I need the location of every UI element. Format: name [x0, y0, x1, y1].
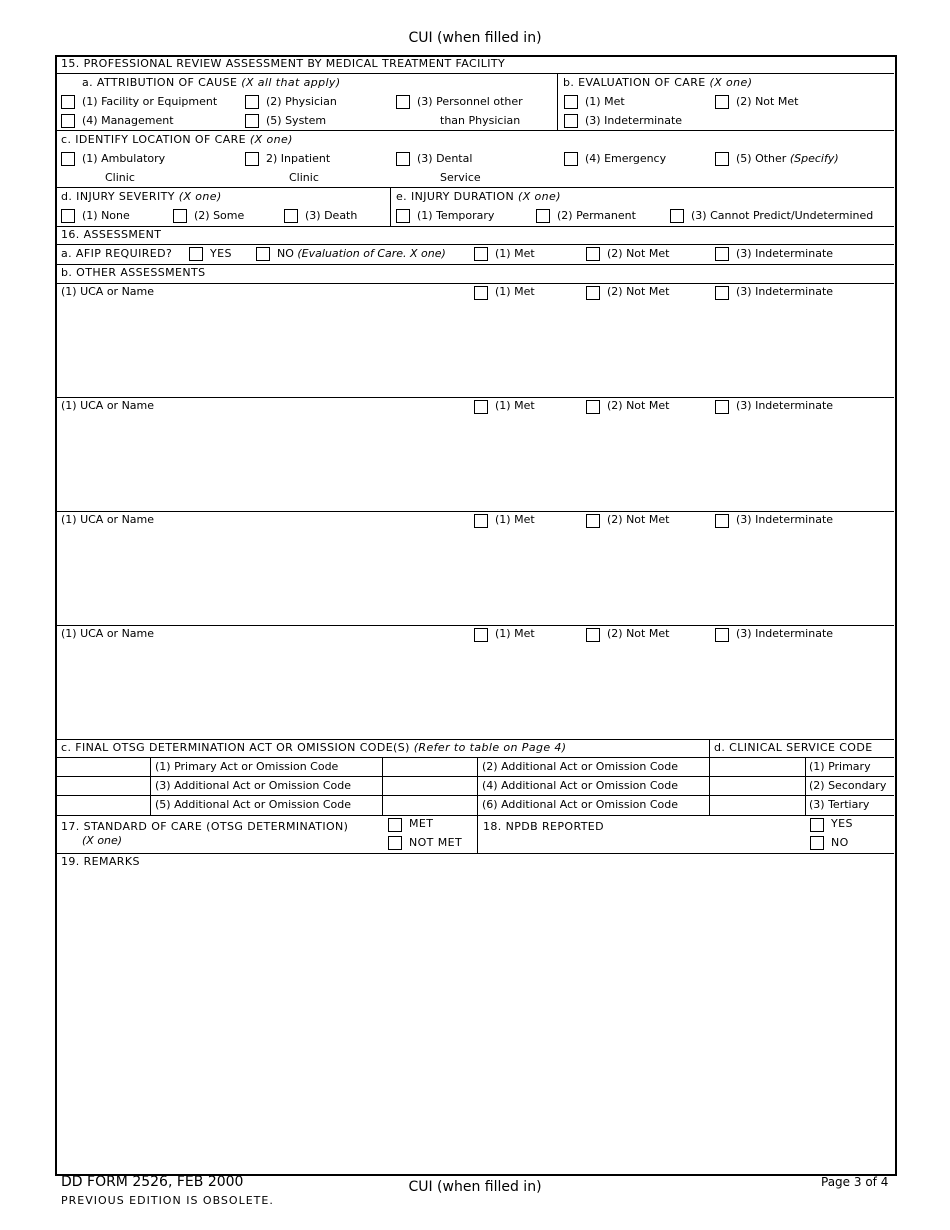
- uca-not-met-label: (2) Not Met: [607, 399, 670, 412]
- form-number: DD FORM 2526, FEB 2000: [61, 1174, 244, 1190]
- system-label: (5) System: [266, 114, 327, 127]
- other-assessments-label: b. OTHER ASSESSMENTS: [61, 266, 206, 279]
- injury-severity-label: d. INJURY SEVERITY (X one): [61, 190, 222, 203]
- uca-not-met-checkbox[interactable]: [586, 286, 600, 300]
- uca-not-met-label: (2) Not Met: [607, 285, 670, 298]
- uca-indeterminate-label: (3) Indeterminate: [736, 399, 834, 412]
- additional-code-5-input[interactable]: [57, 796, 150, 815]
- facility-equipment-checkbox[interactable]: [61, 95, 75, 109]
- dental-label: (3) Dental: [417, 152, 473, 165]
- service-code-label-tertiary: (3) Tertiary: [809, 798, 870, 811]
- cui-banner-bottom: CUI (when filled in): [408, 1179, 542, 1195]
- uca-not-met-checkbox[interactable]: [586, 628, 600, 642]
- afip-not-met-checkbox[interactable]: [586, 247, 600, 261]
- eval-indeterminate-label: (3) Indeterminate: [585, 114, 683, 127]
- npdb-no-checkbox[interactable]: [810, 836, 824, 850]
- code-label-1: (1) Primary Act or Omission Code: [155, 760, 339, 773]
- uca-name-label: (1) UCA or Name: [61, 627, 155, 640]
- inpatient-label: 2) Inpatient: [266, 152, 331, 165]
- uca-indeterminate-label: (3) Indeterminate: [736, 513, 834, 526]
- npdb-yes-label: YES: [831, 817, 853, 830]
- duration-undetermined-label: (3) Cannot Predict/Undetermined: [691, 209, 874, 222]
- physician-checkbox[interactable]: [245, 95, 259, 109]
- afip-yes-label: YES: [210, 247, 232, 260]
- severity-death-checkbox[interactable]: [284, 209, 298, 223]
- uca-not-met-label: (2) Not Met: [607, 627, 670, 640]
- code-label-2: (2) Additional Act or Omission Code: [482, 760, 679, 773]
- service-code-label-secondary: (2) Secondary: [809, 779, 887, 792]
- uca-met-checkbox[interactable]: [474, 400, 488, 414]
- duration-temporary-checkbox[interactable]: [396, 209, 410, 223]
- section-16-title: 16. ASSESSMENT: [61, 228, 162, 241]
- tertiary-service-code-input[interactable]: [710, 796, 805, 815]
- dental-checkbox[interactable]: [396, 152, 410, 166]
- uca-not-met-checkbox[interactable]: [586, 400, 600, 414]
- section-15-title: 15. PROFESSIONAL REVIEW ASSESSMENT BY MEDICAL TREATMENT FACILITY: [61, 57, 506, 70]
- uca-met-checkbox[interactable]: [474, 286, 488, 300]
- severity-some-label: (2) Some: [194, 209, 245, 222]
- uca-met-label: (1) Met: [495, 285, 535, 298]
- location-label: c. IDENTIFY LOCATION OF CARE (X one): [61, 133, 293, 146]
- standard-of-care-note: (X one): [82, 834, 123, 847]
- afip-met-label: (1) Met: [495, 247, 535, 260]
- code-label-3: (3) Additional Act or Omission Code: [155, 779, 352, 792]
- remarks-label: 19. REMARKS: [61, 855, 140, 868]
- duration-temporary-label: (1) Temporary: [417, 209, 495, 222]
- uca-indeterminate-label: (3) Indeterminate: [736, 627, 834, 640]
- physician-label: (2) Physician: [266, 95, 337, 108]
- severity-death-label: (3) Death: [305, 209, 358, 222]
- afip-required-label: a. AFIP REQUIRED?: [61, 247, 173, 260]
- npdb-yes-checkbox[interactable]: [810, 818, 824, 832]
- uca-name-label: (1) UCA or Name: [61, 285, 155, 298]
- personnel-other-label: (3) Personnel other: [417, 95, 523, 108]
- page-number: Page 3 of 4: [821, 1175, 889, 1189]
- facility-equipment-label: (1) Facility or Equipment: [82, 95, 218, 108]
- other-location-label: (5) Other (Specify): [736, 152, 839, 165]
- afip-not-met-label: (2) Not Met: [607, 247, 670, 260]
- additional-code-2-input[interactable]: [383, 758, 477, 776]
- management-label: (4) Management: [82, 114, 174, 127]
- afip-yes-checkbox[interactable]: [189, 247, 203, 261]
- uca-indeterminate-checkbox[interactable]: [715, 514, 729, 528]
- uca-not-met-checkbox[interactable]: [586, 514, 600, 528]
- emergency-label: (4) Emergency: [585, 152, 667, 165]
- eval-met-label: (1) Met: [585, 95, 625, 108]
- duration-undetermined-checkbox[interactable]: [670, 209, 684, 223]
- final-otsg-label: c. FINAL OTSG DETERMINATION ACT OR OMISSION CODE(S) (Refer to table on Page 4): [61, 741, 567, 754]
- uca-met-label: (1) Met: [495, 627, 535, 640]
- uca-met-checkbox[interactable]: [474, 628, 488, 642]
- uca-indeterminate-checkbox[interactable]: [715, 286, 729, 300]
- standard-not-met-checkbox[interactable]: [388, 836, 402, 850]
- system-checkbox[interactable]: [245, 114, 259, 128]
- emergency-checkbox[interactable]: [564, 152, 578, 166]
- standard-met-label: MET: [409, 817, 434, 830]
- uca-indeterminate-checkbox[interactable]: [715, 400, 729, 414]
- duration-permanent-label: (2) Permanent: [557, 209, 636, 222]
- afip-indeterminate-checkbox[interactable]: [715, 247, 729, 261]
- remarks-textarea[interactable]: [57, 870, 893, 1170]
- additional-code-6-input[interactable]: [383, 796, 477, 815]
- cui-banner-top: CUI (when filled in): [408, 30, 542, 46]
- standard-of-care-label: 17. STANDARD OF CARE (OTSG DETERMINATION): [61, 820, 349, 833]
- uca-row[interactable]: [56, 398, 894, 511]
- secondary-service-code-input[interactable]: [710, 777, 805, 795]
- duration-permanent-checkbox[interactable]: [536, 209, 550, 223]
- primary-code-input[interactable]: [57, 758, 150, 776]
- uca-row[interactable]: [56, 626, 894, 739]
- afip-no-checkbox[interactable]: [256, 247, 270, 261]
- npdb-reported-label: 18. NPDB REPORTED: [483, 820, 605, 833]
- uca-indeterminate-label: (3) Indeterminate: [736, 285, 834, 298]
- eval-not-met-label: (2) Not Met: [736, 95, 799, 108]
- inpatient-checkbox[interactable]: [245, 152, 259, 166]
- injury-duration-label: e. INJURY DURATION (X one): [396, 190, 561, 203]
- eval-not-met-checkbox[interactable]: [715, 95, 729, 109]
- ambulatory-checkbox[interactable]: [61, 152, 75, 166]
- inpatient-label-cont: Clinic: [289, 171, 319, 184]
- uca-name-label: (1) UCA or Name: [61, 513, 155, 526]
- severity-some-checkbox[interactable]: [173, 209, 187, 223]
- evaluation-label: b. EVALUATION OF CARE (X one): [563, 76, 753, 89]
- code-label-5: (5) Additional Act or Omission Code: [155, 798, 352, 811]
- afip-indeterminate-label: (3) Indeterminate: [736, 247, 834, 260]
- dental-label-cont: Service: [440, 171, 481, 184]
- personnel-other-checkbox[interactable]: [396, 95, 410, 109]
- ambulatory-label-cont: Clinic: [105, 171, 135, 184]
- uca-met-checkbox[interactable]: [474, 514, 488, 528]
- clinical-service-code-label: d. CLINICAL SERVICE CODE: [714, 741, 873, 754]
- other-location-checkbox[interactable]: [715, 152, 729, 166]
- severity-none-label: (1) None: [82, 209, 130, 222]
- edition-notice: PREVIOUS EDITION IS OBSOLETE.: [61, 1194, 274, 1207]
- code-label-4: (4) Additional Act or Omission Code: [482, 779, 679, 792]
- afip-no-label: NO (Evaluation of Care. X one): [277, 247, 446, 260]
- additional-code-3-input[interactable]: [57, 777, 150, 795]
- uca-met-label: (1) Met: [495, 513, 535, 526]
- uca-met-label: (1) Met: [495, 399, 535, 412]
- afip-met-checkbox[interactable]: [474, 247, 488, 261]
- ambulatory-label: (1) Ambulatory: [82, 152, 166, 165]
- code-label-6: (6) Additional Act or Omission Code: [482, 798, 679, 811]
- standard-not-met-label: NOT MET: [409, 836, 463, 849]
- severity-none-checkbox[interactable]: [61, 209, 75, 223]
- uca-row[interactable]: [56, 512, 894, 625]
- uca-not-met-label: (2) Not Met: [607, 513, 670, 526]
- management-checkbox[interactable]: [61, 114, 75, 128]
- additional-code-4-input[interactable]: [383, 777, 477, 795]
- eval-indeterminate-checkbox[interactable]: [564, 114, 578, 128]
- standard-met-checkbox[interactable]: [388, 818, 402, 832]
- uca-row[interactable]: [56, 284, 894, 397]
- primary-service-code-input[interactable]: [710, 758, 805, 776]
- uca-indeterminate-checkbox[interactable]: [715, 628, 729, 642]
- service-code-label-primary: (1) Primary: [809, 760, 871, 773]
- uca-name-label: (1) UCA or Name: [61, 399, 155, 412]
- eval-met-checkbox[interactable]: [564, 95, 578, 109]
- attribution-label: a. ATTRIBUTION OF CAUSE (X all that apply): [82, 76, 341, 89]
- personnel-other-label-cont: than Physician: [440, 114, 521, 127]
- npdb-no-label: NO: [831, 836, 849, 849]
